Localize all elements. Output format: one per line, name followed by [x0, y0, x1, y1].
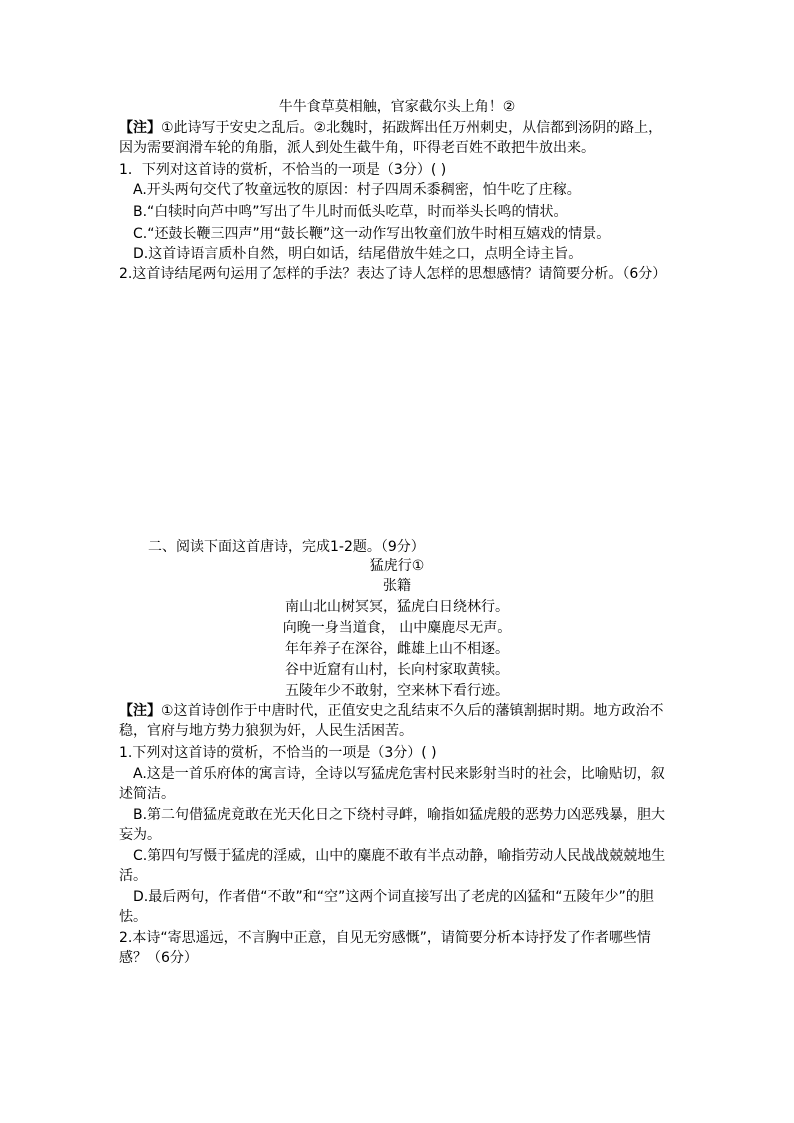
s2-question-1: 1.下列对这首诗的赏析，不恰当的一项是（3分）( ) — [119, 745, 437, 761]
s1-q1-option-b: B.“白犊时向芦中鸣”写出了牛儿时而低头吃草，时而举头长鸣的情状。 — [133, 204, 568, 220]
s2-question-2: 2.本诗“寄思遥远，不言胸中正意，自见无穷感慨”，请简要分析本诗抒发了作者哪些情感？（6分） — [119, 930, 651, 966]
poem-line-3: 年年养子在深谷，雌雄上山不相逐。 — [285, 641, 509, 657]
s1-question-1: 1．下列对这首诗的赏析，不恰当的一项是（3分）( ) — [119, 162, 447, 178]
poem-line-1: 南山北山树冥冥，猛虎白日绕林行。 — [285, 599, 509, 615]
poem-line-4: 谷中近窟有山村，长向村家取黄犊。 — [285, 662, 509, 678]
note-1 — [119, 118, 675, 158]
poem-line-5: 五陵年少不敢射，空来林下看行迹。 — [285, 683, 509, 699]
note-1-text: ①此诗写于安史之乱后。②北魏时，拓跋辉出任万州刺史，从信都到汤阴的路上，因为需要润滑车轮的角脂，派人到处生截牛角，吓得老百姓不敢把牛放出来。 — [119, 120, 663, 156]
poem-title: 猛虎行① — [369, 558, 425, 574]
s2-q1-option-c: C.第四句写慑于猛虎的淫威，山中的麋鹿不敢有半点动静，喻指劳动人民战战兢兢地生活。 — [119, 848, 666, 884]
s2-q1-option-b: B.第二句借猛虎竟敢在光天化日之下绕村寻衅，喻指如猛虎般的恶势力凶恶残暴，胆大妄为。 — [119, 807, 666, 843]
s2-q1-option-d: D.最后两句，作者借“不敢”和“空”这两个词直接写出了老虎的凶猛和“五陵年少”的胆怯。 — [119, 889, 654, 925]
note-2-prefix: 【注】 — [119, 703, 161, 719]
note-2-text: ①这首诗创作于中唐时代，正值安史之乱结束不久后的藩镇割据时期。地方政治不稳，官府与地方势力狼狈为奸，人民生活困苦。 — [119, 703, 664, 739]
poem-author: 张籍 — [383, 578, 411, 594]
s1-q1-option-a: A.开头两句交代了牧童远牧的原因：村子四周禾黍稠密，怕牛吃了庄稼。 — [133, 182, 581, 198]
s2-q1-option-a: A.这是一首乐府体的寓言诗，全诗以写猛虎危害村民来影射当时的社会，比喻贴切，叙述简洁。 — [119, 766, 665, 802]
s1-question-2: 2.这首诗结尾两句运用了怎样的手法？表达了诗人怎样的思想感情？请简要分析。（6分） — [119, 266, 667, 282]
note-1-prefix: 【注】 — [119, 120, 161, 136]
note-2 — [119, 701, 675, 741]
section-2-heading: 二、阅读下面这首唐诗，完成1-2题。（9分） — [148, 539, 425, 555]
poem-last-line: 牛牛食草莫相触，官家截尔头上角！② — [278, 99, 516, 115]
poem-line-2: 向晚一身当道食， 山中麋鹿尽无声。 — [282, 620, 512, 636]
s1-q1-option-c: C.“还鼓长鞭三四声”用“鼓长鞭”这一动作写出牧童们放牛时相互嬉戏的情景。 — [133, 226, 611, 242]
s1-q1-option-d: D.这首诗语言质朴自然，明白如话，结尾借放牛娃之口，点明全诗主旨。 — [133, 246, 583, 262]
